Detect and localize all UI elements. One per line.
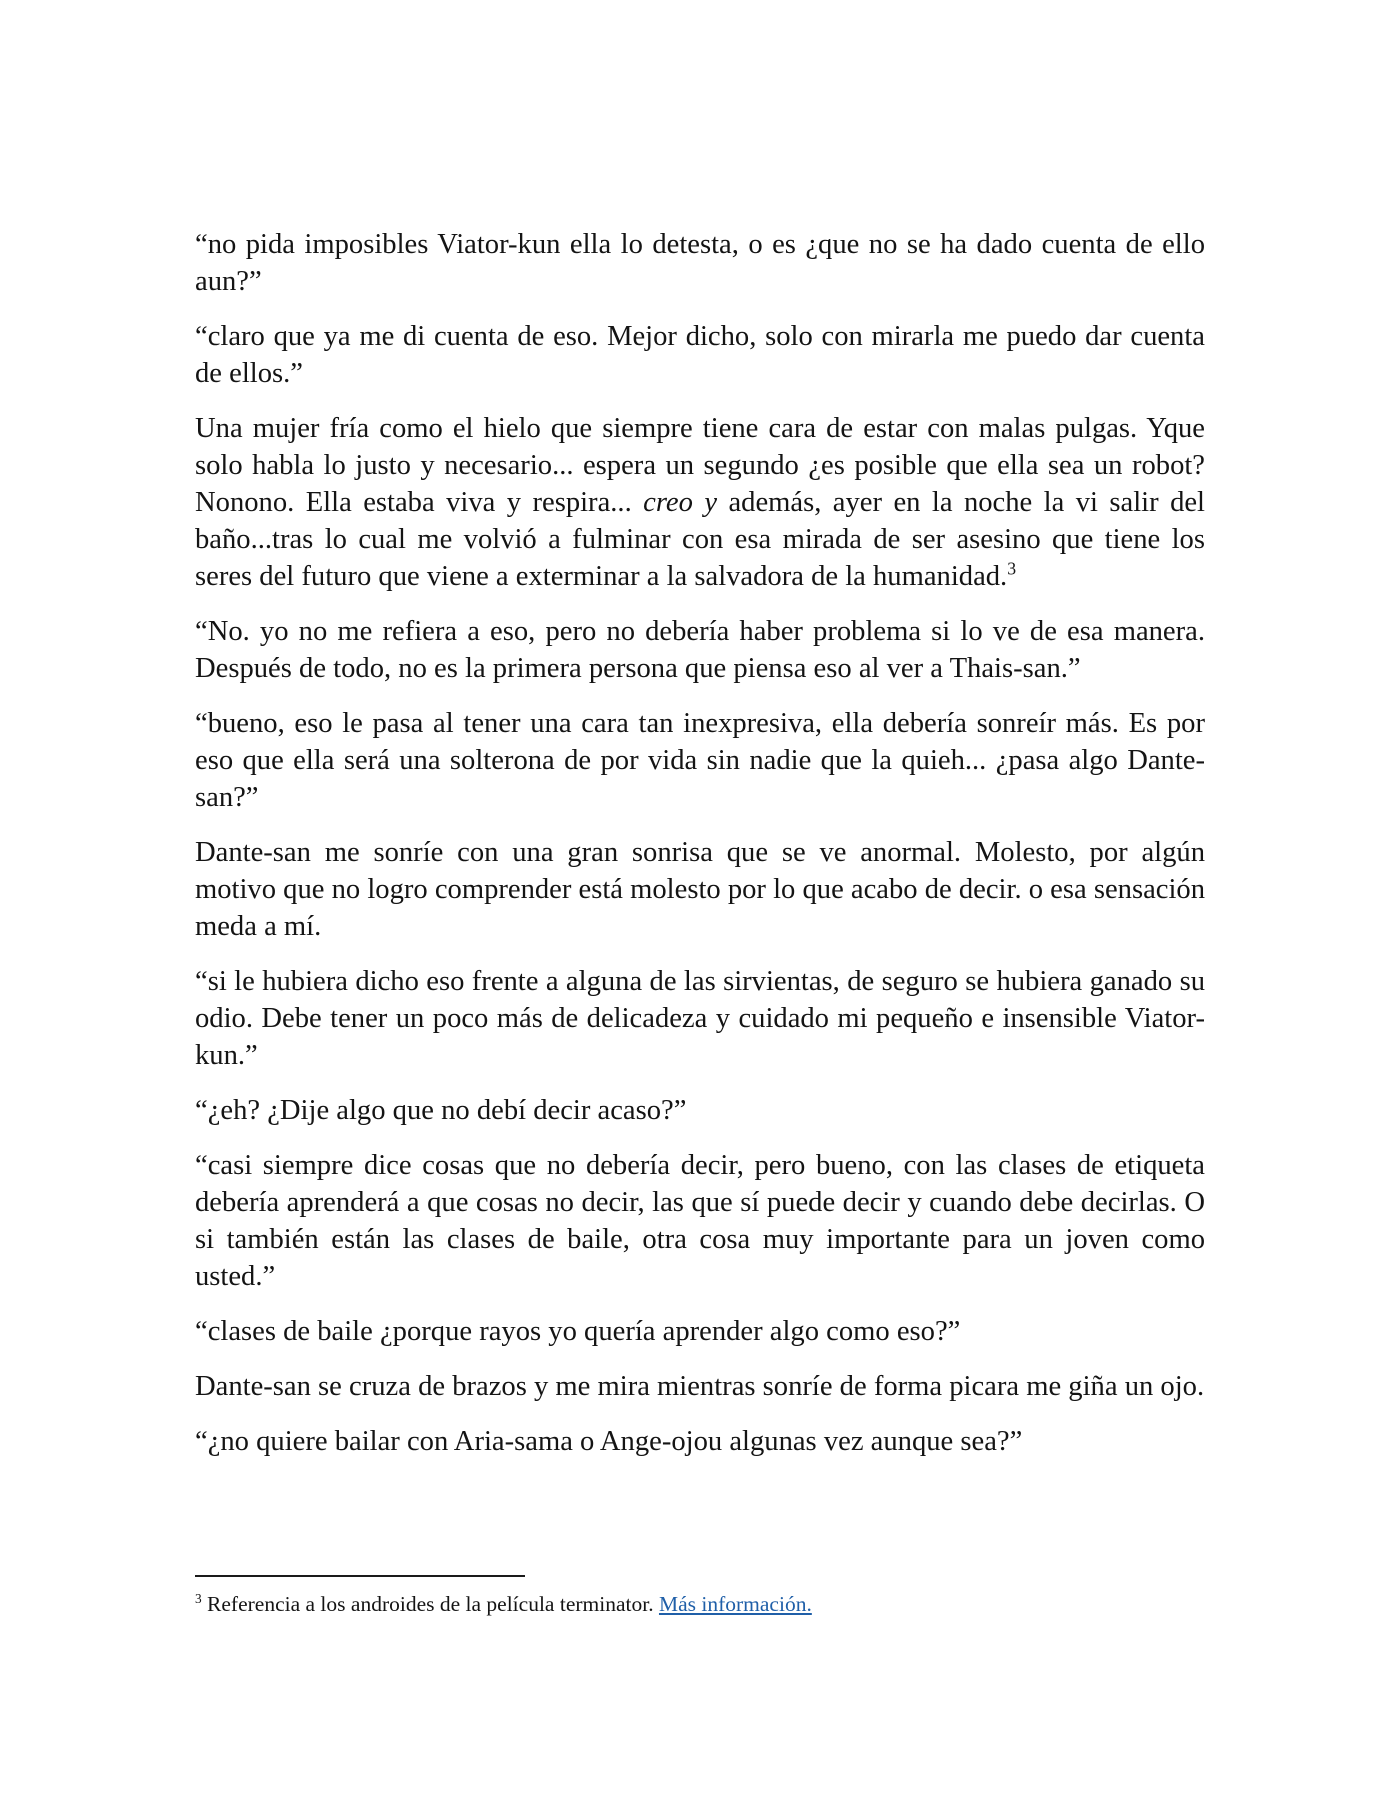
paragraph-8: “¿eh? ¿Dije algo que no debí decir acaso?” bbox=[195, 1095, 687, 1126]
document-body bbox=[195, 226, 1205, 1478]
paragraph-3-italic-text: creo y bbox=[631, 487, 718, 518]
paragraph-9: “casi siempre dice cosas que no debería decir, pero bueno, con las clases de etiqueta debería aprenderá a que cosas no decir, las que sí puede decir y cuando debe decirlas. O si también están las clases de baile, otra cosa muy importante para un joven como usted.” bbox=[195, 1150, 1205, 1292]
paragraph-4: “No. yo no me refiera a eso, pero no debería haber problema si lo ve de esa manera. Después de todo, no es la primera persona que piensa eso al ver a Thais-san.” bbox=[195, 616, 1205, 684]
paragraph-5: “bueno, eso le pasa al tener una cara tan inexpresiva, ella debería sonreír más. Es por eso que ella será una solterona de por vida sin nadie que la quieh... ¿pasa algo Dante-san?” bbox=[195, 708, 1205, 813]
paragraph-1: “no pida imposibles Viator-kun ella lo detesta, o es ¿que no se ha dado cuenta de ello aun?” bbox=[195, 229, 1205, 297]
paragraph-6: Dante-san me sonríe con una gran sonrisa que se ve anormal. Molesto, por algún motivo que no logro comprender está molesto por lo que acabo de decir. o esa sensación meda a mí. bbox=[195, 837, 1206, 942]
paragraph-3 bbox=[195, 410, 1205, 595]
footnote-reference[interactable]: 3 bbox=[1007, 558, 1017, 579]
paragraph-7: “si le hubiera dicho eso frente a alguna de las sirvientas, de seguro se hubiera ganado su odio. Debe tener un poco más de delicadeza y cuidado mi pequeño e insensible Viator-kun.” bbox=[195, 966, 1205, 1071]
footnote-separator bbox=[195, 1575, 525, 1577]
footnote-more-info-link[interactable]: Más información. bbox=[658, 1592, 812, 1616]
paragraph-10: “clases de baile ¿porque rayos yo quería aprender algo como eso?” bbox=[195, 1316, 961, 1347]
paragraph-3-text-before: Una mujer fría como el hielo que siempre tiene cara de estar con malas pulgas. Yque solo habla lo justo y necesario... espera un segundo ¿es posible que ella sea un robot? Nonono. Ella estaba viva y respira... bbox=[195, 413, 1205, 518]
paragraph-2: “claro que ya me di cuenta de eso. Mejor dicho, solo con mirarla me puedo dar cuenta de ellos.” bbox=[195, 321, 1205, 389]
paragraph-3-text-after: además, ayer en la noche la vi salir del baño...tras lo cual me volvió a fulminar con esa mirada de ser asesino que tiene los seres del futuro que viene a exterminar a la salvadora de la humanidad. bbox=[195, 487, 1205, 592]
paragraph-11: Dante-san se cruza de brazos y me mira mientras sonríe de forma picara me giña un ojo. bbox=[195, 1371, 1205, 1402]
footnote-text: Referencia a los androides de la película terminator. bbox=[201, 1592, 659, 1616]
footnote bbox=[195, 1590, 1205, 1618]
footnote-number: 3 bbox=[195, 1590, 202, 1606]
paragraph-12: “¿no quiere bailar con Aria-sama o Ange-ojou algunas vez aunque sea?” bbox=[195, 1426, 1023, 1457]
